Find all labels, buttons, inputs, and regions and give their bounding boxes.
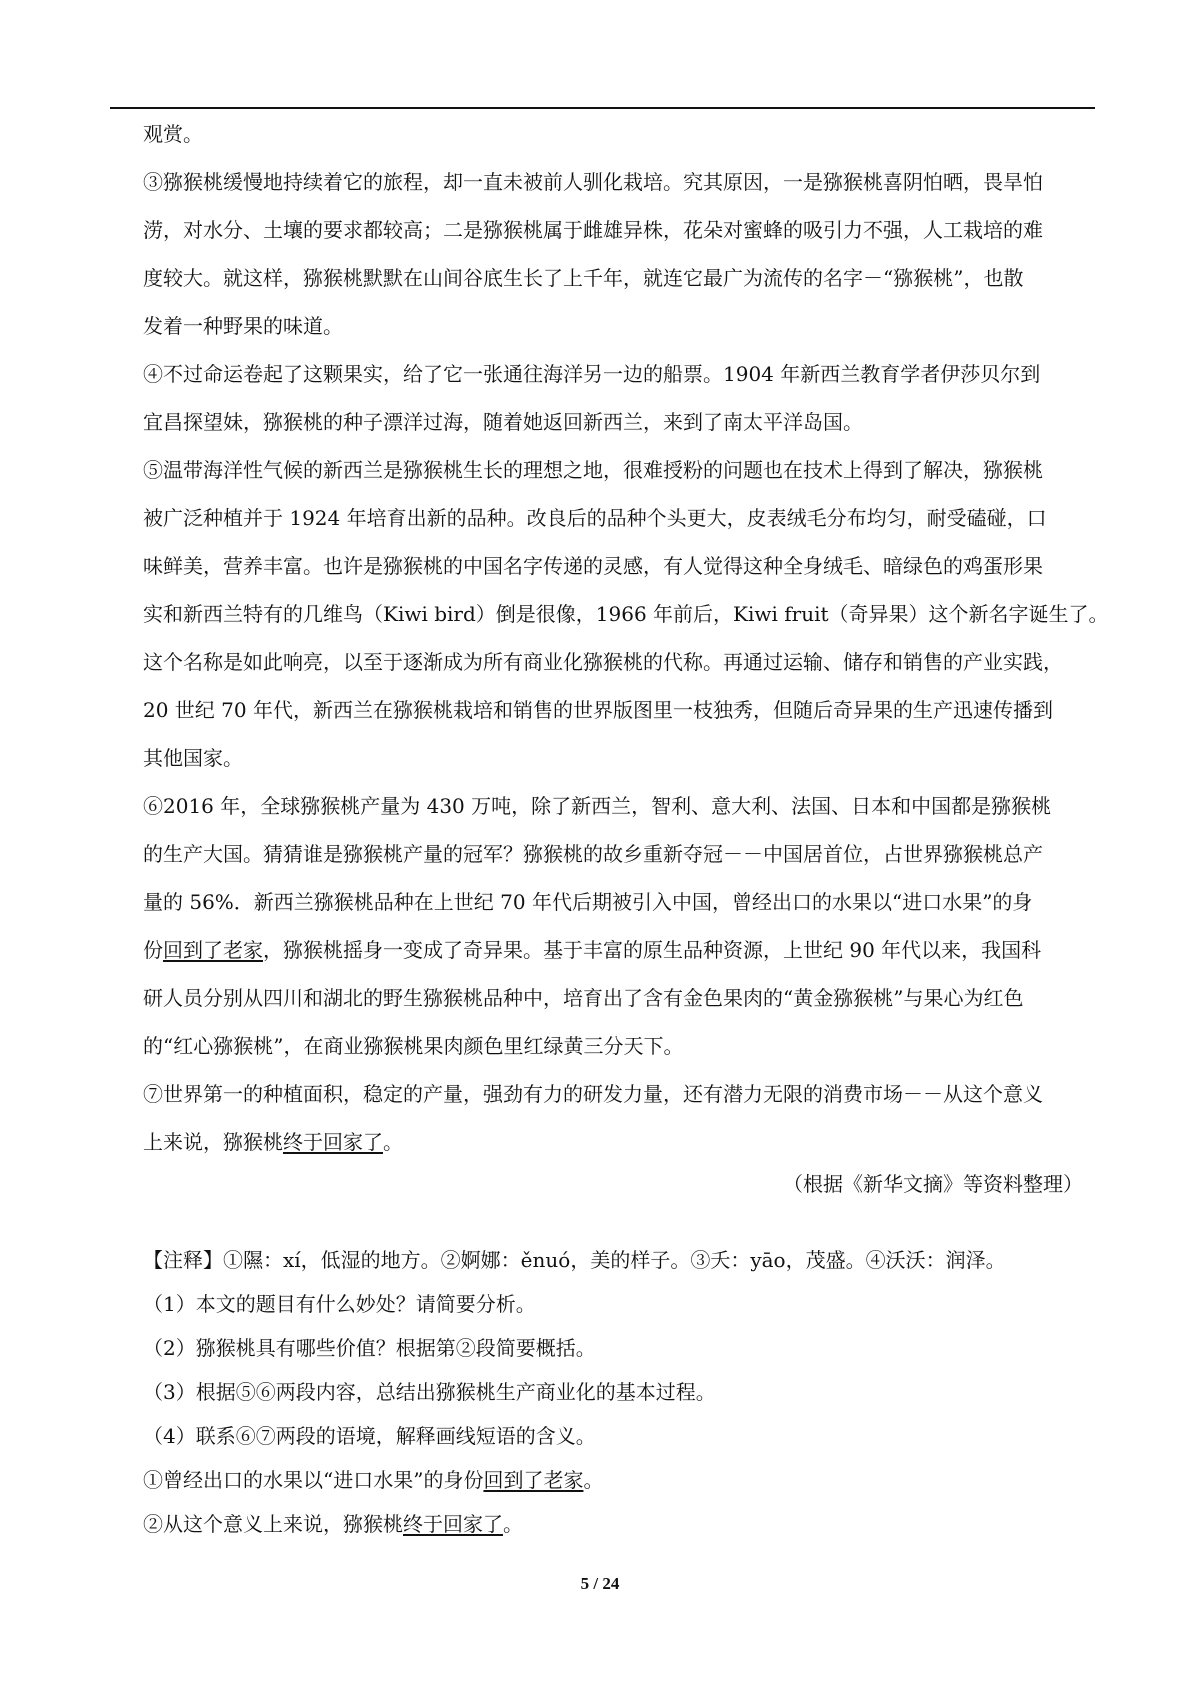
text-line: ⑦世界第一的种植面积，稳定的产量，强劲有力的研发力量，还有潜力无限的消费市场－－从这个意义 [143,1082,1043,1106]
question-1: （1）本文的题目有什么妙处？请简要分析。 [143,1292,536,1316]
text-span: ②从这个意义上来说，猕猴桃 [143,1512,403,1536]
question-2: （2）猕猴桃具有哪些价值？根据第②段简要概括。 [143,1336,596,1360]
text-line: 度较大。就这样，猕猴桃默默在山间谷底生长了上千年，就连它最广为流传的名字－“猕猴桃”，也散 [143,266,1024,290]
text-line: 的“红心猕猴桃”，在商业猕猴桃果肉颜色里红绿黄三分天下。 [143,1034,684,1058]
underlined-phrase: 回到了老家 [483,1468,584,1492]
text-span: 上来说，猕猴桃 [143,1130,283,1154]
sub-question-1 [143,1464,1093,1496]
text-line: ④不过命运卷起了这颗果实，给了它一张通往海洋另一边的船票。1904 年新西兰教育学者伊莎贝尔到 [143,362,1041,386]
text-line: ③猕猴桃缓慢地持续着它的旅程，却一直未被前人驯化栽培。究其原因，一是猕猴桃喜阴怕晒，畏旱怕 [143,170,1043,194]
text-line: 研人员分别从四川和湖北的野生猕猴桃品种中，培育出了含有金色果肉的“黄金猕猴桃”与果心为红色 [143,986,1024,1010]
text-line: 被广泛种植并于 1924 年培育出新的品种。改良后的品种个头更大，皮表绒毛分布均匀，耐受磕碰，口 [143,506,1047,530]
text-line [143,1126,1093,1158]
text-line: 实和新西兰特有的几维鸟（Kiwi bird）倒是很像，1966 年前后，Kiwi fruit（奇异果）这个新名字诞生了。 [143,602,1109,626]
text-line: 量的 56%．新西兰猕猴桃品种在上世纪 70 年代后期被引入中国，曾经出口的水果以“进口水果”的身 [143,890,1033,914]
text-line: 这个名称是如此响亮，以至于逐渐成为所有商业化猕猴桃的代称。再通过运输、储存和销售的产业实践， [143,650,1063,674]
text-span: 份 [143,938,163,962]
question-4: （4）联系⑥⑦两段的语境，解释画线短语的含义。 [143,1424,596,1448]
text-span: ，猕猴桃摇身一变成了奇异果。基于丰富的原生品种资源，上世纪 90 年代以来，我国科 [263,938,1042,962]
page-number: 5 / 24 [580,1574,620,1593]
underlined-phrase: 终于回家了 [403,1512,503,1536]
underlined-phrase: 终于回家了 [283,1130,383,1154]
text-span: 。 [583,1468,604,1492]
source-citation: （根据《新华文摘》等资料整理） [783,1172,1083,1196]
paragraph-7 [143,1078,1093,1158]
paragraph-3 [143,166,1093,342]
text-line: 其他国家。 [143,746,243,770]
top-fragment: 观赏。 [143,122,203,146]
underlined-phrase: 回到了老家 [163,938,263,962]
text-line: ⑥2016 年，全球猕猴桃产量为 430 万吨，除了新西兰，智利、意大利、法国、日本和中国都是猕猴桃 [143,794,1052,818]
paragraph-6 [143,790,1093,1062]
paragraph-4 [143,358,1093,438]
sub-question-2 [143,1508,1093,1540]
question-3: （3）根据⑤⑥两段内容，总结出猕猴桃生产商业化的基本过程。 [143,1380,716,1404]
text-line: 的生产大国。猜猜谁是猕猴桃产量的冠军？猕猴桃的故乡重新夺冠－－中国居首位，占世界猕猴桃总产 [143,842,1043,866]
text-line: 涝，对水分、土壤的要求都较高；二是猕猴桃属于雌雄异株，花朵对蜜蜂的吸引力不强，人工栽培的难 [143,218,1043,242]
paragraph-5 [143,454,1109,774]
text-line [143,934,1093,966]
text-span: ①曾经出口的水果以“进口水果”的身份 [143,1468,484,1492]
header-rule [110,107,1095,109]
text-span: 。 [383,1130,403,1154]
document-body [143,118,1109,1540]
annotation-note: 【注释】①隰：xí，低湿的地方。②婀娜：ěnuó，美的样子。③夭：yāo，茂盛。④沃沃：润泽。 [143,1248,1006,1272]
text-line: ⑤温带海洋性气候的新西兰是猕猴桃生长的理想之地，很难授粉的问题也在技术上得到了解决，猕猴桃 [143,458,1043,482]
text-line: 20 世纪 70 年代，新西兰在猕猴桃栽培和销售的世界版图里一枝独秀，但随后奇异果的生产迅速传播到 [143,698,1053,722]
text-line: 发着一种野果的味道。 [143,314,343,338]
text-span: 。 [503,1512,523,1536]
text-line: 宜昌探望妹，猕猴桃的种子漂洋过海，随着她返回新西兰，来到了南太平洋岛国。 [143,410,863,434]
text-line: 味鲜美，营养丰富。也许是猕猴桃的中国名字传递的灵感，有人觉得这种全身绒毛、暗绿色的鸡蛋形果 [143,554,1043,578]
